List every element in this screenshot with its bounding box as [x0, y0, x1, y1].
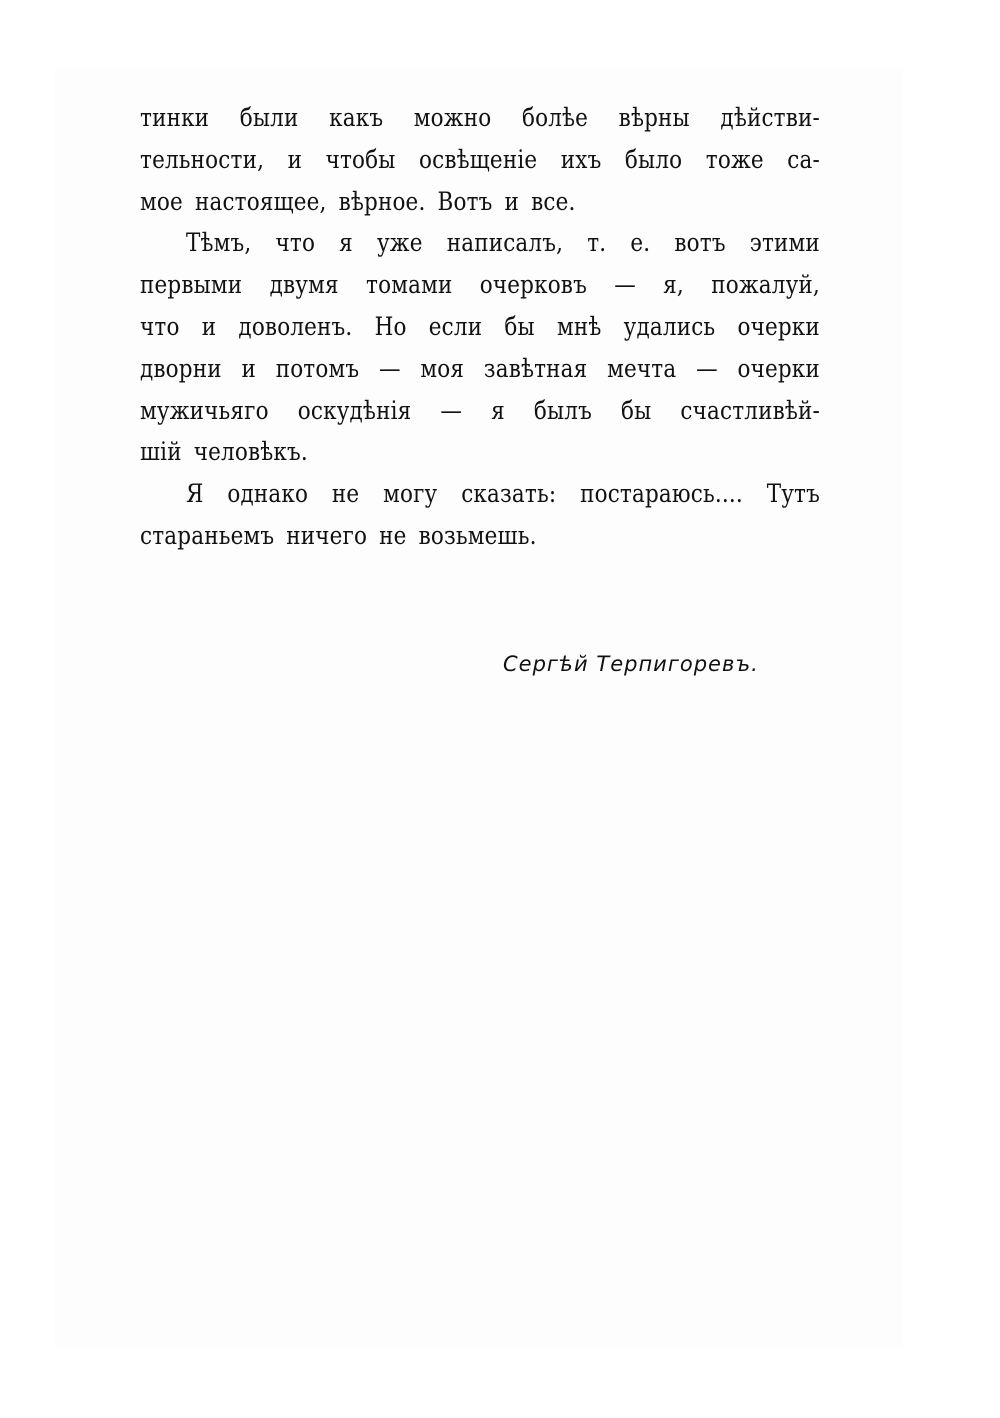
- word: мечта: [607, 353, 677, 383]
- word: не: [331, 479, 360, 509]
- word: тинки: [140, 103, 210, 132]
- word: ничего: [286, 520, 368, 550]
- word: и: [201, 311, 217, 341]
- word: чтобы: [325, 144, 396, 174]
- word: стараньемъ: [140, 520, 275, 550]
- text-line: [140, 306, 820, 348]
- word: болѣе: [521, 103, 589, 132]
- word: бы: [620, 395, 652, 425]
- word: и: [504, 186, 520, 216]
- word: завѣтная: [483, 353, 588, 383]
- word: уже: [376, 228, 423, 258]
- text-line: [140, 515, 820, 557]
- word: однако: [227, 479, 309, 509]
- word: томами: [366, 270, 453, 300]
- text-line: [140, 139, 820, 181]
- word: —: [614, 270, 636, 300]
- word: постараюсь....: [580, 479, 743, 509]
- word: я,: [663, 270, 684, 300]
- word: мужичьяго: [140, 395, 269, 425]
- word: пожалуй,: [711, 270, 820, 300]
- word: Но: [374, 311, 407, 341]
- word: и: [241, 353, 256, 383]
- word: очерки: [737, 311, 820, 341]
- word: мое: [140, 186, 183, 216]
- word: что: [275, 228, 316, 258]
- author-signature: Сергѣй Терпигоревъ.: [503, 652, 759, 676]
- text-line: [140, 181, 820, 223]
- word: моя: [420, 353, 465, 383]
- text-line: [140, 264, 820, 306]
- word: могу: [383, 479, 438, 509]
- word: были: [239, 103, 299, 132]
- word: было: [624, 144, 683, 174]
- word: вѣрны: [618, 103, 690, 132]
- word: очерки: [737, 353, 820, 383]
- word: настоящее,: [194, 186, 327, 216]
- word: ихъ: [560, 144, 602, 174]
- word: все.: [531, 186, 576, 216]
- word: т.: [587, 228, 607, 258]
- word: вѣрное.: [338, 186, 426, 216]
- body-text: [140, 97, 820, 557]
- word: написалъ,: [446, 228, 564, 258]
- word: Тѣмъ,: [185, 228, 252, 258]
- word: дворни: [140, 353, 222, 383]
- word: доволенъ.: [238, 311, 353, 341]
- word: и: [287, 144, 303, 174]
- word: оскудѣнія: [297, 395, 412, 425]
- word: са-: [787, 144, 820, 174]
- word: двумя: [269, 270, 339, 300]
- word: возьмешь.: [418, 520, 537, 550]
- word: тоже: [705, 144, 764, 174]
- word: можно: [413, 103, 492, 132]
- text-line: [140, 222, 820, 264]
- word: дѣйстви-: [720, 103, 820, 132]
- word: тельности,: [140, 144, 265, 174]
- word: —: [378, 353, 401, 383]
- word: освѣщеніе: [419, 144, 538, 174]
- word: потомъ: [275, 353, 360, 383]
- word: очерковъ: [479, 270, 587, 300]
- word: бы: [504, 311, 535, 341]
- word: человѣкъ.: [193, 437, 308, 467]
- word: е.: [630, 228, 651, 258]
- word: былъ: [533, 395, 592, 425]
- word: мнѣ: [556, 311, 602, 341]
- word: шій: [140, 437, 182, 467]
- word: первыми: [140, 270, 243, 300]
- word: я: [339, 228, 353, 258]
- word: этими: [749, 228, 820, 258]
- word: я: [491, 395, 505, 425]
- text-line: [140, 473, 820, 515]
- word: удались: [623, 311, 716, 341]
- word: Вотъ: [437, 186, 493, 216]
- word: если: [428, 311, 483, 341]
- word: Тутъ: [766, 479, 820, 509]
- word: вотъ: [674, 228, 726, 258]
- text-line: [140, 97, 820, 139]
- word: сказать:: [461, 479, 557, 509]
- text-line: [140, 431, 820, 473]
- word: не: [379, 520, 407, 550]
- text-line: [140, 390, 820, 432]
- word: какъ: [329, 103, 384, 132]
- word: —: [440, 395, 463, 425]
- word: —: [696, 353, 718, 383]
- word: Я: [185, 479, 204, 509]
- text-line: [140, 348, 820, 390]
- word: что: [140, 311, 180, 341]
- word: счастливѣй-: [680, 395, 820, 425]
